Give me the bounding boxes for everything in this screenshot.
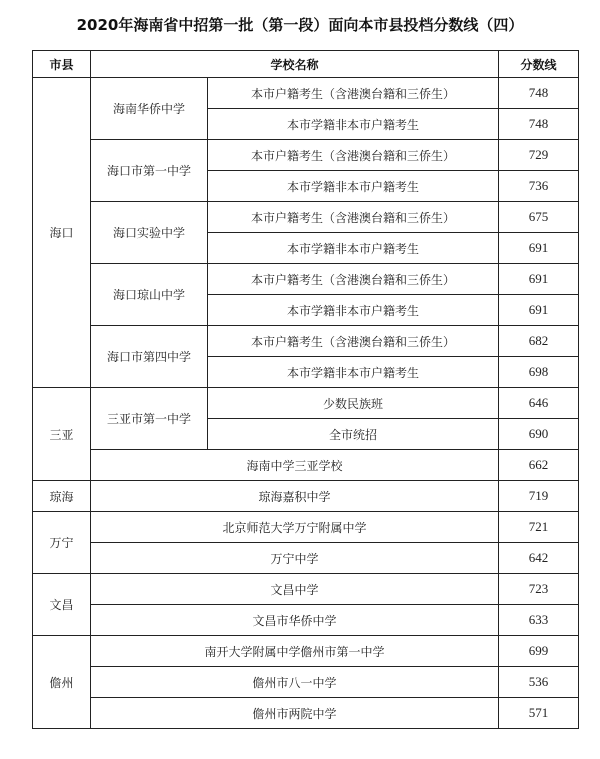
school-cell: 万宁中学 xyxy=(91,543,499,574)
school-cell: 文昌中学 xyxy=(91,574,499,605)
table-row xyxy=(33,574,579,605)
table-row xyxy=(33,481,579,512)
category-cell: 本市学籍非本市户籍考生 xyxy=(208,233,499,264)
category-cell: 少数民族班 xyxy=(208,388,499,419)
score-table xyxy=(32,50,579,729)
score-cell: 698 xyxy=(499,357,579,388)
table-row xyxy=(33,264,579,295)
category-cell: 全市统招 xyxy=(208,419,499,450)
category-cell: 本市户籍考生（含港澳台籍和三侨生） xyxy=(208,326,499,357)
score-cell: 571 xyxy=(499,698,579,729)
score-cell: 662 xyxy=(499,450,579,481)
table-row xyxy=(33,512,579,543)
category-cell: 本市学籍非本市户籍考生 xyxy=(208,171,499,202)
score-cell: 748 xyxy=(499,78,579,109)
score-cell: 691 xyxy=(499,264,579,295)
school-cell: 海口市第四中学 xyxy=(91,326,208,388)
score-cell: 723 xyxy=(499,574,579,605)
score-cell: 699 xyxy=(499,636,579,667)
score-cell: 736 xyxy=(499,171,579,202)
score-cell: 721 xyxy=(499,512,579,543)
category-cell: 本市学籍非本市户籍考生 xyxy=(208,109,499,140)
category-cell: 本市户籍考生（含港澳台籍和三侨生） xyxy=(208,140,499,171)
category-cell: 本市户籍考生（含港澳台籍和三侨生） xyxy=(208,78,499,109)
score-cell: 536 xyxy=(499,667,579,698)
table-row xyxy=(33,667,579,698)
table-row xyxy=(33,605,579,636)
school-cell: 海口市第一中学 xyxy=(91,140,208,202)
table-row xyxy=(33,450,579,481)
score-cell: 682 xyxy=(499,326,579,357)
table-row xyxy=(33,202,579,233)
score-cell: 748 xyxy=(499,109,579,140)
school-cell: 琼海嘉积中学 xyxy=(91,481,499,512)
school-cell: 南开大学附属中学儋州市第一中学 xyxy=(91,636,499,667)
school-cell: 儋州市两院中学 xyxy=(91,698,499,729)
header-county: 市县 xyxy=(33,51,91,78)
school-cell: 北京师范大学万宁附属中学 xyxy=(91,512,499,543)
county-cell: 万宁 xyxy=(33,512,91,574)
table-row xyxy=(33,140,579,171)
school-cell: 海口琼山中学 xyxy=(91,264,208,326)
table-row xyxy=(33,388,579,419)
category-cell: 本市户籍考生（含港澳台籍和三侨生） xyxy=(208,202,499,233)
header-score: 分数线 xyxy=(499,51,579,78)
score-cell: 729 xyxy=(499,140,579,171)
header-school: 学校名称 xyxy=(91,51,499,78)
county-cell: 儋州 xyxy=(33,636,91,729)
page-title: 2020年海南省中招第一批（第一段）面向本市县投档分数线（四） xyxy=(76,16,524,34)
county-cell: 文昌 xyxy=(33,574,91,636)
school-cell: 海南中学三亚学校 xyxy=(91,450,499,481)
county-cell: 琼海 xyxy=(33,481,91,512)
county-cell: 三亚 xyxy=(33,388,91,481)
school-cell: 文昌市华侨中学 xyxy=(91,605,499,636)
table-row xyxy=(33,543,579,574)
score-cell: 642 xyxy=(499,543,579,574)
school-cell: 海南华侨中学 xyxy=(91,78,208,140)
score-cell: 719 xyxy=(499,481,579,512)
school-cell: 儋州市八一中学 xyxy=(91,667,499,698)
score-cell: 675 xyxy=(499,202,579,233)
category-cell: 本市户籍考生（含港澳台籍和三侨生） xyxy=(208,264,499,295)
score-cell: 646 xyxy=(499,388,579,419)
county-cell: 海口 xyxy=(33,78,91,388)
score-cell: 690 xyxy=(499,419,579,450)
table-row xyxy=(33,78,579,109)
table-row xyxy=(33,636,579,667)
category-cell: 本市学籍非本市户籍考生 xyxy=(208,295,499,326)
category-cell: 本市学籍非本市户籍考生 xyxy=(208,357,499,388)
score-cell: 691 xyxy=(499,295,579,326)
school-cell: 三亚市第一中学 xyxy=(91,388,208,450)
score-cell: 633 xyxy=(499,605,579,636)
table-row xyxy=(33,326,579,357)
score-cell: 691 xyxy=(499,233,579,264)
table-row xyxy=(33,698,579,729)
school-cell: 海口实验中学 xyxy=(91,202,208,264)
header-row xyxy=(33,51,579,78)
